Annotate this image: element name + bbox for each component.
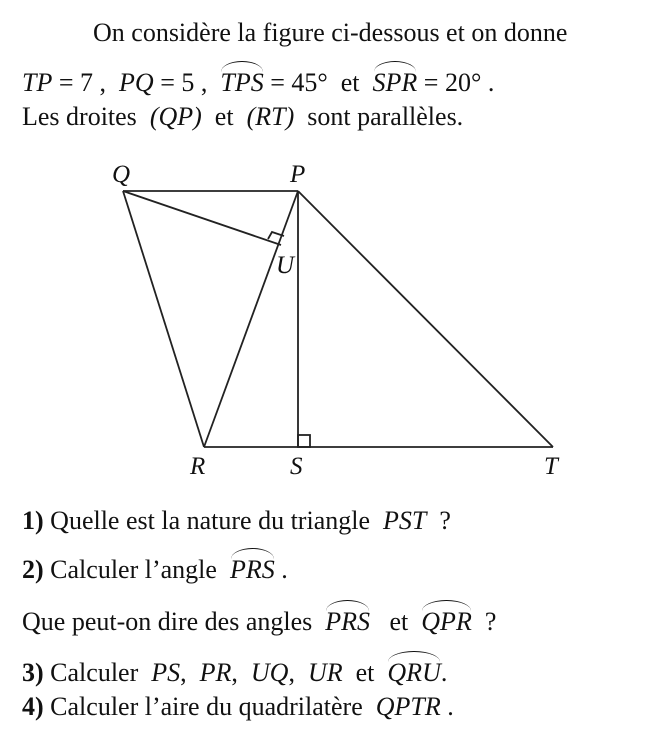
question-4-number: 4)	[22, 692, 44, 721]
line3-and: et	[214, 102, 234, 131]
math-ur: UR	[307, 658, 343, 687]
question-2	[22, 553, 288, 585]
point-label-q: Q	[112, 161, 131, 188]
question-1-number: 1)	[22, 506, 44, 535]
question-2b-and: et	[389, 607, 409, 636]
point-label-s: S	[290, 453, 303, 480]
angle-qru: QRU	[387, 658, 441, 687]
point-label-p: P	[290, 161, 306, 188]
question-2-text: Calculer l’angle	[50, 555, 217, 584]
angle-qpr: QPR	[421, 607, 472, 636]
question-3-text: Calculer	[50, 658, 139, 687]
question-1	[22, 506, 451, 536]
sep-3: ,	[288, 658, 295, 687]
geometry-figure	[0, 150, 651, 490]
segment-qu	[123, 191, 281, 245]
question-4	[22, 692, 454, 722]
pq-value: = 5 ,	[160, 68, 208, 97]
angle-spr: SPR	[372, 68, 418, 97]
tp-value: = 7 ,	[58, 68, 107, 97]
segment-qr	[123, 191, 204, 447]
question-4-math: QPTR	[375, 692, 441, 721]
question-4-text: Calculer l’aire du quadrilatère	[50, 692, 363, 721]
question-1-math: PST	[383, 506, 427, 535]
angle-prs: PRS	[229, 555, 275, 584]
line3-end: sont parallèles.	[307, 102, 464, 131]
angle-prs-2: PRS	[325, 607, 371, 636]
math-uq: UQ	[250, 658, 289, 687]
question-1-text: Quelle est la nature du triangle	[50, 506, 370, 535]
tp-label: TP	[22, 68, 53, 97]
line-qp: (QP)	[149, 102, 202, 131]
angle-tps: TPS	[220, 68, 264, 97]
intro-line-3	[22, 102, 463, 132]
math-pr: PR	[199, 658, 232, 687]
question-4-end: .	[447, 692, 454, 721]
question-2-end: .	[281, 555, 288, 584]
right-angle-mark-s	[298, 435, 310, 447]
question-3-number: 3)	[22, 658, 44, 687]
question-2b-end: ?	[484, 607, 497, 636]
question-3-end: .	[440, 658, 448, 687]
angle-tps-value: = 45°	[270, 68, 328, 97]
and-word: et	[340, 68, 360, 97]
question-2-number: 2)	[22, 555, 44, 584]
pq-label: PQ	[119, 68, 154, 97]
point-label-r: R	[190, 453, 206, 480]
angle-spr-value: = 20° .	[423, 68, 495, 97]
question-2b	[22, 605, 496, 637]
line-rt: (RT)	[246, 102, 295, 131]
intro-line-1	[93, 18, 567, 48]
sep-1: ,	[180, 658, 187, 687]
question-3	[22, 656, 447, 688]
question-1-end: ?	[439, 506, 451, 535]
segment-pt	[298, 191, 553, 447]
point-label-u: U	[276, 252, 295, 279]
intro-text: On considère la figure ci-dessous et on donne	[93, 18, 568, 47]
question-3-and: et	[355, 658, 375, 687]
sep-2: ,	[231, 658, 238, 687]
line3-start: Les droites	[22, 102, 137, 131]
segment-pr	[204, 191, 298, 447]
intro-givens	[22, 66, 494, 98]
point-label-t: T	[544, 453, 558, 480]
math-ps: PS	[151, 658, 181, 687]
question-2b-text: Que peut-on dire des angles	[22, 607, 313, 636]
